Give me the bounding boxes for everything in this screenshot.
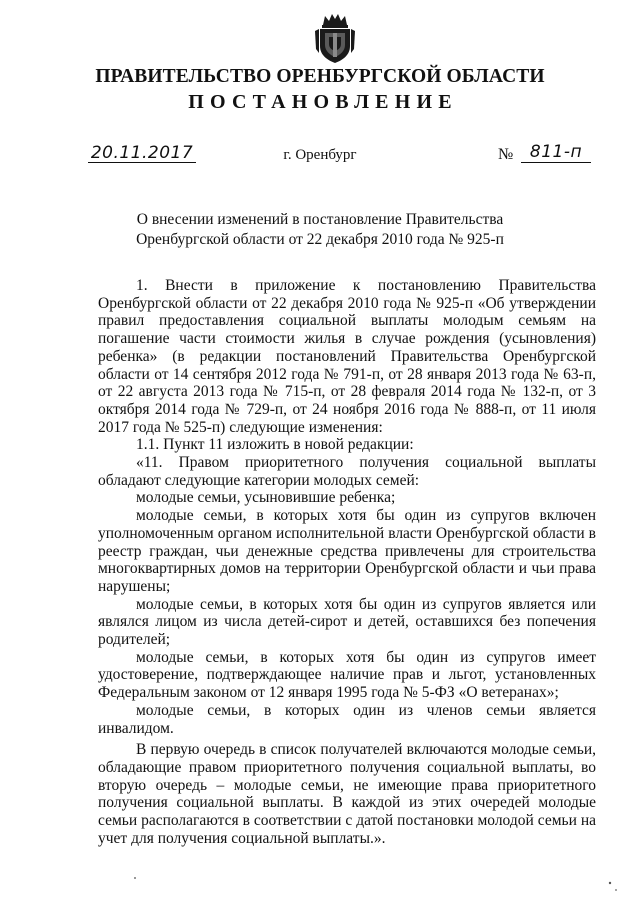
body-paragraph: молодые семьи, усыновившие ребенка; — [136, 489, 396, 507]
document-number: 811-п — [529, 142, 583, 162]
body-paragraph: 1. Внести в приложение к постановлению Правительства Оренбургской области от 22 декабря 2010 года № 925-п «Об утверждении правил предоставления социальной выплаты молодым семьям на погашение части стоимости жилья в случае рождения (усыновления) ребенка» (в редакции постановлений Правительства Оренбургской области от 14 сентября 2012 года № 791-п, от 28 января 2013 года № 63-п, от 22 августа 2013 года № 715-п, от 28 февраля 2014 года № 132-п, от 3 октября 2014 года № 729-п, от 24 ноября 2016 года № 888-п, от 11 июля 2017 года № 525-п) следующие изменения: — [98, 277, 596, 436]
document-date: 20.11.2017 — [90, 143, 194, 163]
body-paragraph: В первую очередь в список получателей включаются молодые семьи, обладающие правом приоритетного получения социальной выплаты, во вторую очередь – молодые семьи, не имеющие права приоритетного получения социальной выплаты. В каждой из этих очередей молодые семьи располагаются в соответствии с датой постановки молодой семьи на учет для получения социальной выплаты.». — [98, 741, 596, 847]
body-paragraph: молодые семьи, в которых один из членов семьи является инвалидом. — [98, 701, 596, 737]
document-city: г. Оренбург — [283, 147, 357, 163]
subject-line-2: Оренбургской области от 22 декабря 2010 года № 925-п — [136, 230, 504, 248]
body-paragraph: молодые семьи, в которых хотя бы один из супругов является или являлся лицом из числа детей-сирот и детей, оставшихся без попечения родителей; — [98, 595, 596, 649]
body-paragraph: молодые семьи, в которых хотя бы один из супругов включен уполномоченным органом исполнительной власти Оренбургской области в реестр граждан, чьи денежные средства привлечены для строительства многоквартирных домов на территории Оренбургской области и чьи права нарушены; — [98, 507, 596, 595]
body-paragraph: «11. Правом приоритетного получения социальной выплаты обладают следующие категории молодых семей: — [98, 454, 596, 489]
document-type-title: ПОСТАНОВЛЕНИЕ — [188, 91, 458, 113]
body-paragraph: молодые семьи, в которых хотя бы один из супругов имеет удостоверение, подтверждающее наличие прав и льгот, установленных Федеральным законом от 12 января 1995 года № 5-ФЗ «О ветеранах»; — [98, 648, 596, 702]
number-label: № — [498, 146, 514, 163]
body-paragraph: 1.1. Пункт 11 изложить в новой редакции: — [136, 436, 414, 454]
organization-title: ПРАВИТЕЛЬСТВО ОРЕНБУРГСКОЙ ОБЛАСТИ — [95, 66, 545, 87]
subject-line-1: О внесении изменений в постановление Правительства — [136, 211, 504, 228]
